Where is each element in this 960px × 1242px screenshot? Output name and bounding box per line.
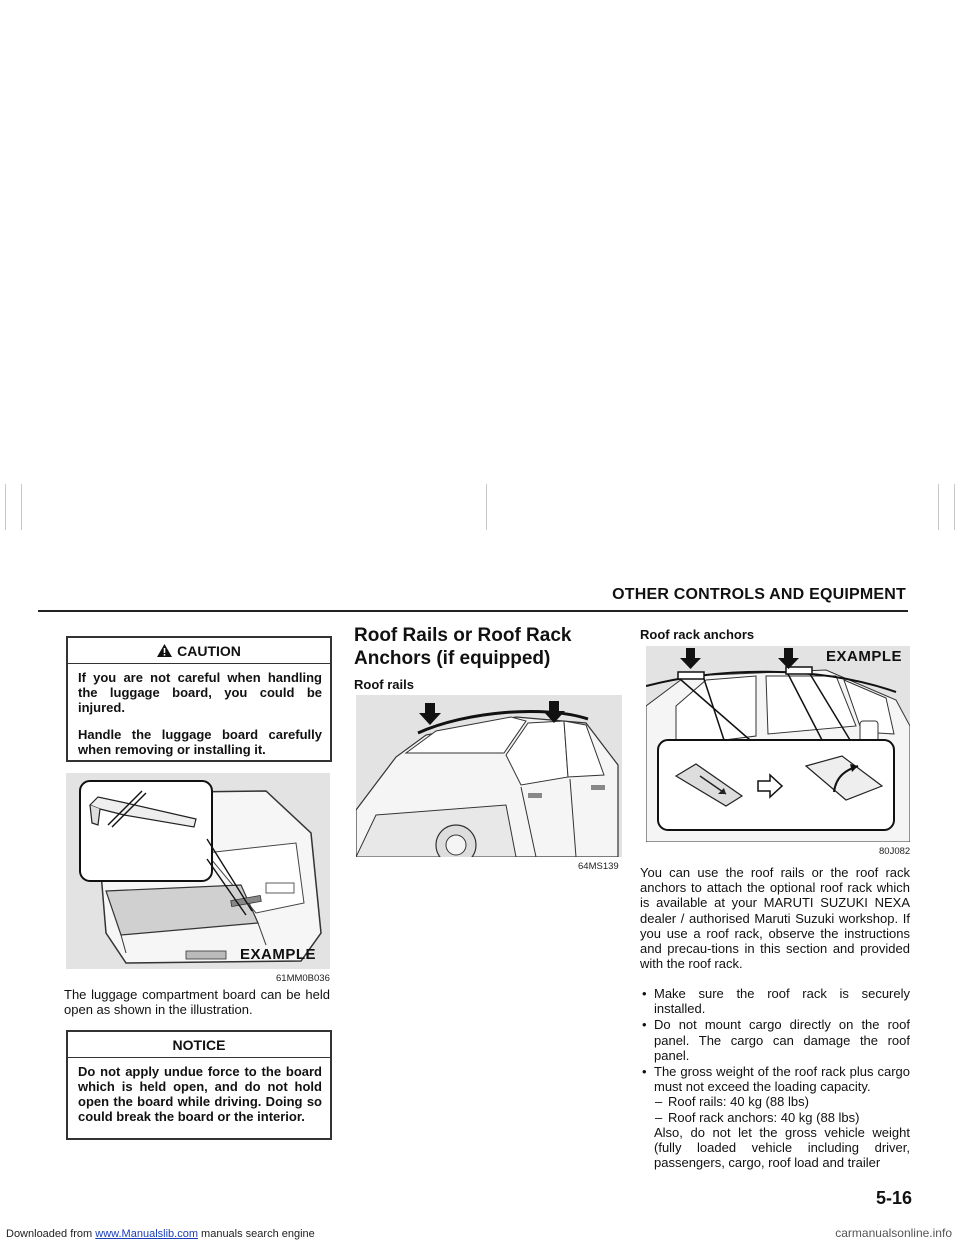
list-item: • Make sure the roof rack is securely installed. <box>640 986 910 1016</box>
luggage-paragraph: The luggage compartment board can be held open as shown in the illustration. <box>64 987 330 1018</box>
arrow-down-icon <box>778 648 799 669</box>
roof-rails-drawing <box>356 695 622 857</box>
roof-rack-intro: You can use the roof rails or the roof rack anchors to attach the optional roof rack which is available at your MARUTI SUZUKI NEXA dealer / authorised Maruti Suzuki workshop. If you use a roof rack, observe the instructions and precau-tions in this section and provided with the roof rack. <box>640 865 910 972</box>
roof-anchors-heading: Roof rack anchors <box>640 627 755 642</box>
fig1-code: 61MM0B036 <box>276 973 330 984</box>
notice-box <box>66 1030 332 1140</box>
section-heading: Roof Rails or Roof Rack Anchors (if equipped) <box>354 625 572 669</box>
fig2-code: 64MS139 <box>578 861 619 872</box>
notice-title: NOTICE <box>68 1032 330 1058</box>
warning-icon <box>157 644 172 657</box>
manualslib-link[interactable]: www.Manualslib.com <box>95 1228 198 1240</box>
list-item: – Roof rails: 40 kg (88 lbs) <box>654 1094 910 1109</box>
page-number: 5-16 <box>875 1188 912 1208</box>
caution-text-2: Handle the luggage board carefully when removing or installing it. <box>78 727 322 757</box>
trim-mark <box>5 484 6 530</box>
caution-title: CAUTION <box>68 638 330 664</box>
roof-anchors-drawing <box>646 646 910 842</box>
roof-anchors-illustration <box>646 646 910 842</box>
trim-mark <box>486 484 487 530</box>
fig3-example-label: EXAMPLE <box>826 648 903 665</box>
fig1-example-label: EXAMPLE <box>240 946 317 963</box>
caution-text-1: If you are not careful when handling the luggage board, you could be injured. <box>78 670 322 715</box>
trim-mark <box>938 484 939 530</box>
notice-text: Do not apply undue force to the board which is held open, and do not hold open the board while driving. Doing so could break the board or the interior. <box>78 1064 322 1124</box>
roof-rails-illustration <box>356 695 622 857</box>
caution-box <box>66 636 332 762</box>
roof-rack-bullets <box>640 986 910 1171</box>
arrow-down-icon <box>680 648 701 669</box>
watermark: carmanualsonline.info <box>835 1226 952 1240</box>
trailing-text: Also, do not let the gross vehicle weight (fully loaded vehicle including driver, passengers, cargo, roof load and trailer <box>654 1124 910 1171</box>
trim-mark <box>954 484 955 530</box>
section-title: OTHER CONTROLS AND EQUIPMENT <box>612 586 906 603</box>
list-item: • Do not mount cargo directly on the roof panel. The cargo can damage the roof panel. <box>640 1017 910 1063</box>
fig3-code: 80J082 <box>879 846 911 857</box>
luggage-compartment-drawing <box>66 773 330 969</box>
arrow-down-icon <box>419 703 441 725</box>
page-header <box>38 586 908 612</box>
list-item: • The gross weight of the roof rack plus cargo must not exceed the loading capacity. – Roof rails: 40 kg (88 lbs) – Roof rack anchors: 40 kg (88 lbs) Also, do not let the gross vehicle weight (fully loaded vehicle including driver, passengers, cargo, roof load and trailer <box>640 1064 910 1170</box>
list-item: – Roof rack anchors: 40 kg (88 lbs) <box>654 1110 910 1125</box>
luggage-board-illustration <box>66 773 330 969</box>
trim-mark <box>21 484 22 530</box>
roof-rails-heading: Roof rails <box>354 677 414 692</box>
download-footer: Downloaded from www.Manualslib.com manuals search engine <box>6 1228 315 1240</box>
